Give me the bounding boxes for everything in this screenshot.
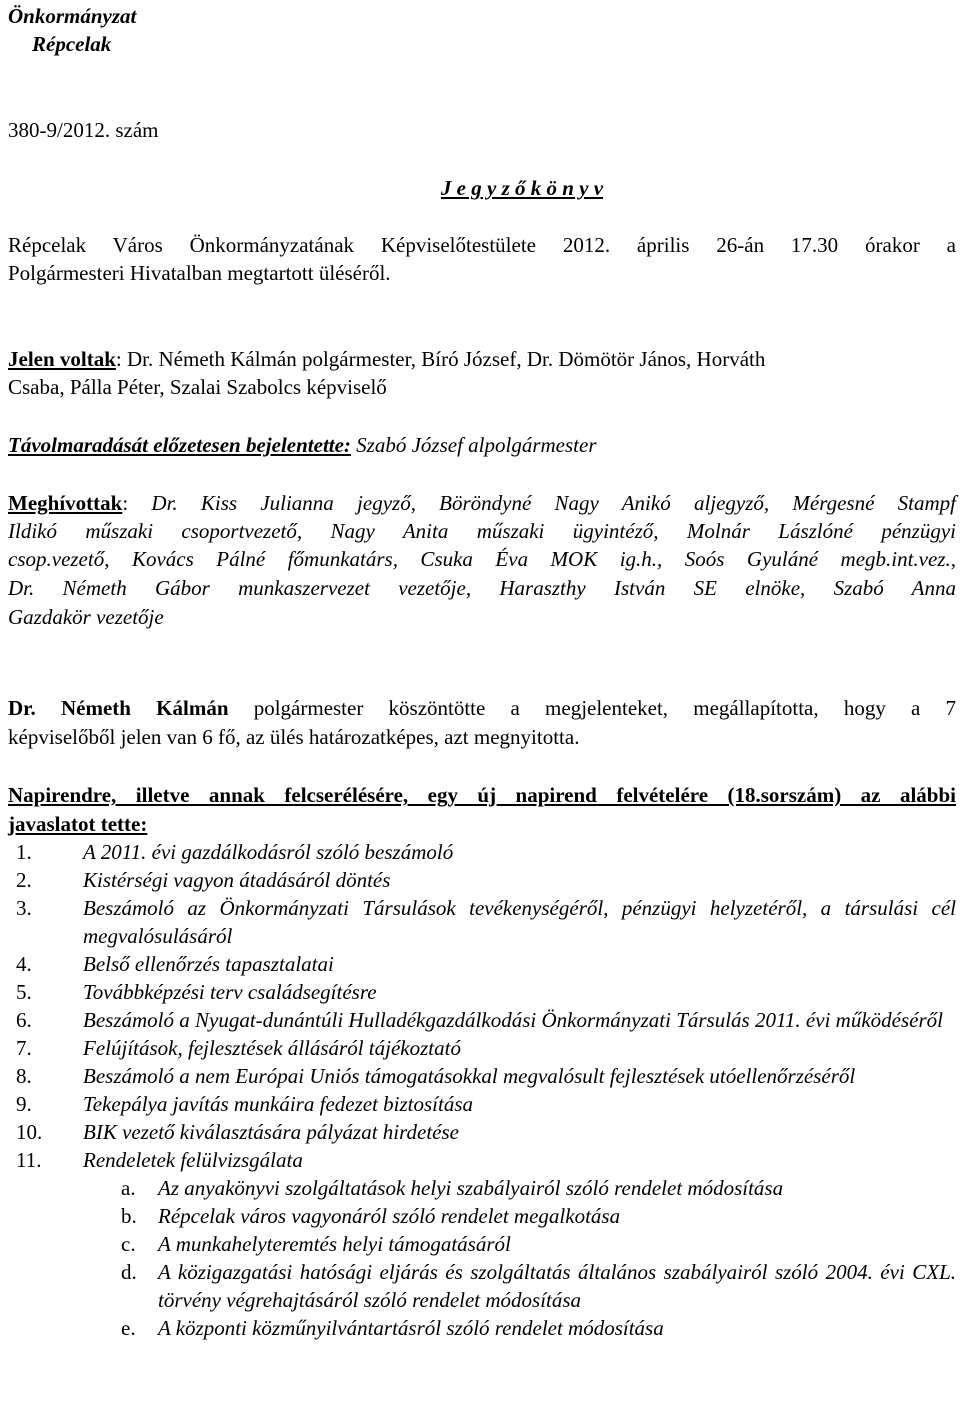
agenda-item-text: Beszámoló a nem Európai Uniós támogatásokkal megvalósult fejlesztések utóellenőrzéséről: [83, 1064, 856, 1088]
intro-line-1: Répcelak Város Önkormányzatának Képviselőtestülete 2012. április 26-án 17.30 órakor a: [8, 233, 956, 257]
invited-text-line3: csop.vezető, Kovács Pálné főmunkatárs, Csuka Éva MOK ig.h., Soós Gyuláné megb.int.vez.,: [8, 547, 956, 571]
agenda-item: [8, 950, 956, 978]
agenda-item: [8, 838, 956, 866]
agenda-item-text: Belső ellenőrzés tapasztalatai: [83, 952, 334, 976]
agenda-subitem: [8, 1258, 956, 1314]
invited-label: Meghívottak: [8, 491, 123, 515]
present-paragraph-line-1: [8, 345, 956, 373]
agenda-item-text: Továbbképzési terv családsegítésre: [83, 980, 377, 1004]
agenda-item: [8, 866, 956, 894]
agenda-item: [8, 1090, 956, 1118]
agenda-item: [8, 894, 956, 950]
agenda-subitem-text: Az anyakönyvi szolgáltatások helyi szabályairól szóló rendelet módosítása: [158, 1176, 784, 1200]
present-label: Jelen voltak: [8, 347, 116, 371]
document-title: J e g y z ő k ö n y v: [440, 176, 604, 200]
intro-line-2: Polgármesteri Hivatalban megtartott üléséről.: [8, 261, 391, 285]
agenda-item-number: 4.: [16, 952, 32, 976]
invited-text-line1: Dr. Kiss Julianna jegyző, Böröndyné Nagy Anikó aljegyző, Mérgesné Stampf: [128, 491, 956, 515]
absent-paragraph: [8, 431, 956, 459]
agenda-item: [8, 1062, 956, 1090]
agenda-item-number: 5.: [16, 980, 32, 1004]
agenda-item-text: A 2011. évi gazdálkodásról szóló beszámoló: [83, 840, 454, 864]
agenda-item-number: 2.: [16, 868, 32, 892]
agenda-item-text: BIK vezető kiválasztására pályázat hirdetése: [83, 1120, 459, 1144]
invited-text-line4: Dr. Németh Gábor munkaszervezet vezetője, Haraszthy István SE elnöke, Szabó Anna: [8, 576, 956, 600]
agenda-subitem: [8, 1230, 956, 1258]
agenda-subitem-letter: a.: [121, 1176, 136, 1200]
mayor-name: Dr. Németh Kálmán: [8, 696, 229, 720]
agenda-subitem: [8, 1202, 956, 1230]
present-text-line1: Dr. Németh Kálmán polgármester, Bíró József, Dr. Dömötör János, Horváth: [121, 347, 766, 371]
present-colon: :: [115, 347, 122, 371]
agenda-item-text: Rendeletek felülvizsgálata: [83, 1148, 303, 1172]
agenda-item-number: 6.: [16, 1008, 32, 1032]
agenda-item: [8, 1146, 956, 1342]
agenda-subitem-list: [8, 1174, 956, 1342]
agenda-heading-line-2: javaslatot tette:: [8, 812, 148, 836]
agenda-item: [8, 1006, 956, 1034]
agenda-item: [8, 1034, 956, 1062]
invited-text-line2: Ildikó műszaki csoportvezető, Nagy Anita műszaki ügyintéző, Molnár Lászlóné pénzügyi: [8, 519, 956, 543]
agenda-item-text: Beszámoló az Önkormányzati Társulások tevékenységéről, pénzügyi helyzetéről, a társulási cél megvalósulásáról: [83, 896, 956, 948]
absent-text: Szabó József alpolgármester: [350, 433, 597, 457]
agenda-subitem-letter: b.: [121, 1204, 137, 1228]
agenda-subitem: [8, 1174, 956, 1202]
agenda-subitem-letter: c.: [121, 1232, 136, 1256]
invited-paragraph-line-1: [8, 489, 956, 517]
agenda-item: [8, 1118, 956, 1146]
opening-line1-rest: polgármester köszöntötte a megjelenteket, megállapította, hogy a 7: [228, 696, 957, 720]
agenda-item-text: Kistérségi vagyon átadásáról döntés: [83, 868, 391, 892]
agenda-item-text: Felújítások, fejlesztések állásáról tájékoztató: [83, 1036, 461, 1060]
agenda-subitem-text: A központi közműnyilvántartásról szóló rendelet módosítása: [158, 1316, 664, 1340]
org-name-line1: Önkormányzat: [8, 4, 137, 28]
agenda-subitem-letter: e.: [121, 1316, 136, 1340]
agenda-item-number: 3.: [16, 896, 32, 920]
agenda-item-number: 1.: [16, 840, 32, 864]
invited-text-line5: Gazdakör vezetője: [8, 605, 164, 629]
reference-number: 380-9/2012. szám: [8, 118, 159, 142]
agenda-list: [8, 838, 956, 1342]
opening-line-1: [8, 694, 956, 722]
agenda-item-number: 8.: [16, 1064, 32, 1088]
absent-label: Távolmaradását előzetesen bejelentette:: [8, 433, 351, 457]
agenda-item-text: Tekepálya javítás munkáira fedezet biztosítása: [83, 1092, 474, 1116]
agenda-item-text: Beszámoló a Nyugat-dunántúli Hulladékgazdálkodási Önkormányzati Társulás 2011. évi működéséről: [83, 1008, 943, 1032]
agenda-item-number: 7.: [16, 1036, 32, 1060]
invited-colon: :: [122, 491, 129, 515]
org-name-line2: Répcelak: [32, 32, 112, 56]
agenda-item: [8, 978, 956, 1006]
agenda-item-number: 10.: [16, 1120, 43, 1144]
agenda-item-number: 11.: [16, 1148, 42, 1172]
agenda-subitem-text: Répcelak város vagyonáról szóló rendelet megalkotása: [158, 1204, 621, 1228]
opening-line-2: képviselőből jelen van 6 fő, az ülés határozatképes, azt megnyitotta.: [8, 725, 580, 749]
agenda-heading-line-1: Napirendre, illetve annak felcserélésére, egy új napirend felvételére (18.sorszám) az alábbi: [8, 783, 956, 807]
present-text-line2: Csaba, Pálla Péter, Szalai Szabolcs képviselő: [8, 375, 387, 399]
agenda-subitem: [8, 1314, 956, 1342]
agenda-subitem-text: A munkahelyteremtés helyi támogatásáról: [158, 1232, 511, 1256]
agenda-subitem-letter: d.: [121, 1260, 137, 1284]
agenda-subitem-text: A közigazgatási hatósági eljárás és szolgáltatás általános szabályairól szóló 2004. évi CXL. törvény végrehajtásáról szóló rendelet módosítása: [158, 1260, 956, 1312]
agenda-item-number: 9.: [16, 1092, 32, 1116]
